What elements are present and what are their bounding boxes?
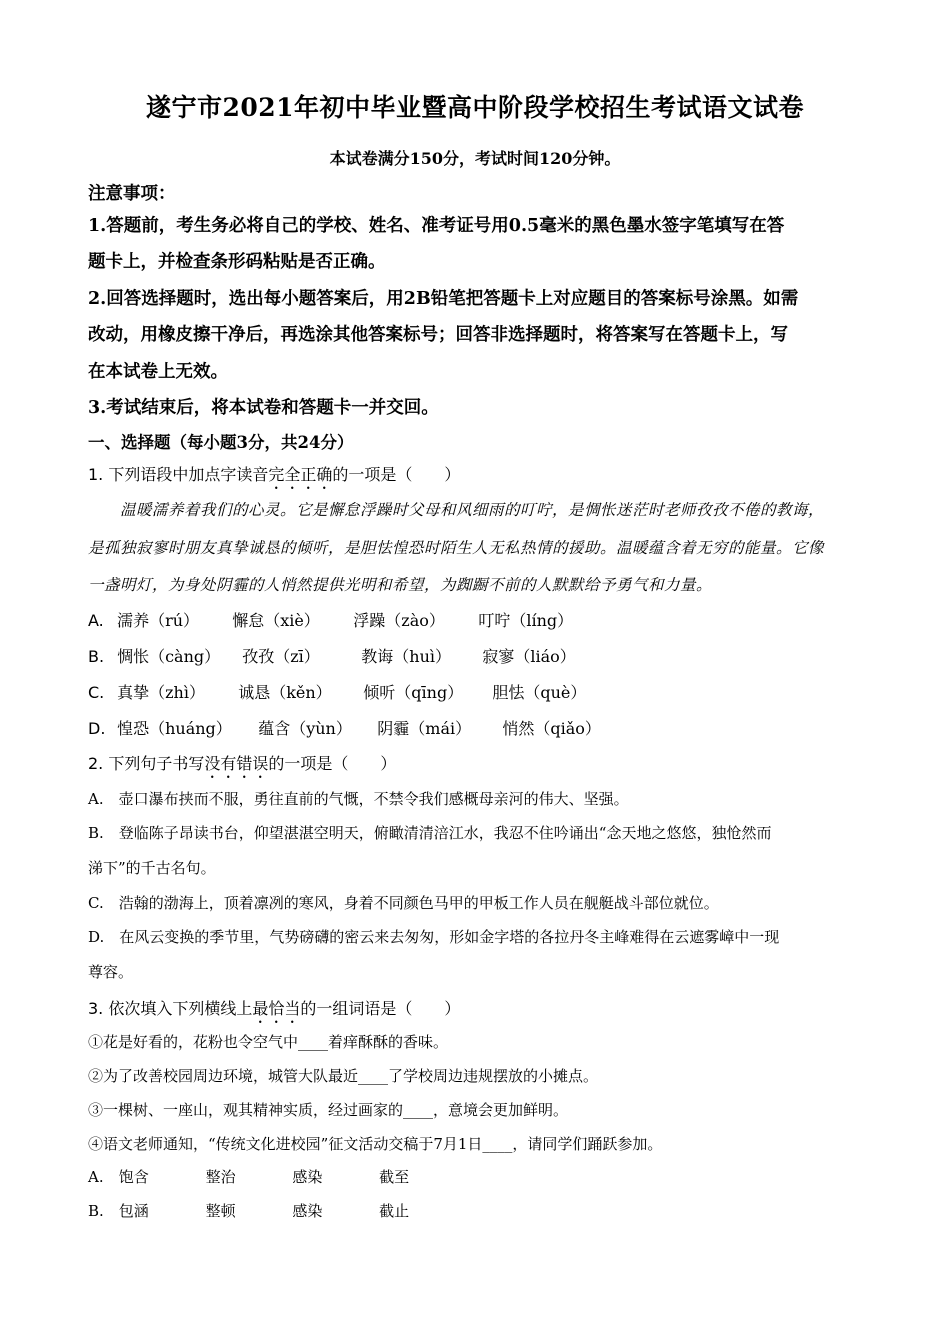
option-word: 包涵: [118, 1202, 149, 1220]
option-item: 教诲（huì）: [361, 647, 452, 666]
option-label: C.: [88, 683, 105, 702]
option-word: 截至: [379, 1168, 410, 1186]
fill-sentence: ①花是好看的，花粉也令空气中____着痒酥酥的香味。: [88, 1033, 449, 1051]
option-item: 叮咛（líng）: [478, 611, 574, 630]
option-b-continued: 涕下”的千古名句。: [88, 859, 216, 877]
option-item: 惆怅（càng）: [117, 647, 221, 666]
stem-emphasis: 最恰当: [252, 999, 301, 1018]
option-b: [88, 644, 878, 667]
option-label: A.: [88, 611, 104, 630]
fill-sentence: ③一棵树、一座山，观其精神实质，经过画家的____，意境会更加鲜明。: [88, 1101, 569, 1119]
option-a: [88, 1166, 878, 1187]
question-number: 1.: [88, 465, 104, 484]
stem-text: 的一组词语是（ ）: [300, 999, 461, 1018]
question-number: 3.: [88, 999, 104, 1018]
option-a: A. 壶口瀑布挟而不服，勇往直前的气慨，不禁令我们感概母亲河的伟大、坚强。: [88, 790, 629, 808]
stem-text: 依次填入下列横线上: [108, 999, 253, 1018]
section-heading: 一、选择题（每小题3分，共24分）: [88, 433, 354, 452]
stem-text: 下列语段中加点字读音: [108, 465, 269, 484]
option-label: B.: [88, 1202, 104, 1220]
option-word: 感染: [292, 1202, 323, 1220]
option-word: 截止: [379, 1202, 410, 1220]
question-1-stem: [88, 462, 878, 493]
notice-line: 题卡上，并检查条形码粘贴是否正确。: [88, 252, 386, 272]
option-item: 濡养（rú）: [117, 611, 200, 630]
fill-sentence: ②为了改善校园周边环境，城管大队最近____了学校周边违规摆放的小摊点。: [88, 1067, 599, 1085]
stem-emphasis: 没有错误: [204, 754, 269, 773]
option-label: B.: [88, 647, 105, 666]
notice-line: 在本试卷上无效。: [88, 362, 228, 382]
option-item: 诚恳（kěn）: [238, 683, 332, 702]
option-b: B. 登临陈子昂读书台，仰望湛湛空明天，俯瞰清清涪江水，我忍不住吟诵出“念天地之悠悠，独怆然而: [88, 824, 772, 842]
question-3-stem: [88, 996, 878, 1027]
passage-line: 是孤独寂寥时朋友真挚诚恳的倾听，是胆怯惶恐时陌生人无私热情的援助。温暖蕴含着无穷的能量。它像: [88, 539, 825, 557]
stem-text: 的一项是（ ）: [268, 754, 397, 773]
notice-line: 1.答题前，考生务必将自己的学校、姓名、准考证号用0.5毫米的黑色墨水签字笔填写在答: [88, 216, 785, 236]
option-item: 寂寥（liáo）: [482, 647, 576, 666]
stem-text: 下列句子书写: [108, 754, 205, 773]
option-item: 阴霾（mái）: [377, 719, 472, 738]
option-d: [88, 716, 878, 739]
option-d: D. 在风云变换的季节里，气势磅礴的密云来去匆匆，形如金字塔的各拉丹冬主峰难得在云遮雾嶂中一现: [88, 928, 780, 946]
option-word: 感染: [292, 1168, 323, 1186]
option-item: 胆怯（què）: [492, 683, 587, 702]
exam-info: 本试卷满分150分，考试时间120分钟。: [329, 149, 621, 168]
notice-line: 2.回答选择题时，选出每小题答案后，用2B铅笔把答题卡上对应题目的答案标号涂黑。如需: [88, 289, 799, 309]
notice-heading: 注意事项：: [88, 184, 176, 204]
option-item: 悄然（qiǎo）: [502, 719, 601, 738]
option-item: 惶恐（huáng）: [117, 719, 232, 738]
passage-line: 一盏明灯，为身处阴霾的人悄然提供光明和希望，为踟蹰不前的人默默给予勇气和力量。: [88, 576, 713, 594]
option-word: 整顿: [205, 1202, 236, 1220]
option-c: [88, 680, 878, 703]
stem-emphasis: 完全正确: [268, 465, 333, 484]
fill-sentence: ④语文老师通知，“传统文化进校园”征文活动交稿于7月1日____，请同学们踊跃参加。: [88, 1135, 663, 1153]
option-c: C. 浩翰的渤海上，顶着凛冽的寒风，身着不同颜色马甲的甲板工作人员在舰艇战斗部位就位。: [88, 894, 719, 912]
option-b: [88, 1200, 878, 1221]
option-d-continued: 尊容。: [88, 963, 134, 981]
option-item: 蕴含（yùn）: [258, 719, 352, 738]
notice-line: 改动，用橡皮擦干净后，再选涂其他答案标号；回答非选择题时，将答案写在答题卡上，写: [88, 325, 788, 345]
option-item: 倾听（qīng）: [363, 683, 464, 702]
stem-text: 的一项是（ ）: [332, 465, 461, 484]
notice-line: 3.考试结束后，将本试卷和答题卡一并交回。: [88, 398, 439, 418]
option-label: A.: [88, 1168, 104, 1186]
option-item: 浮躁（zào）: [353, 611, 445, 630]
option-item: 孜孜（zī）: [242, 647, 320, 666]
page-title: 遂宁市2021年初中毕业暨高中阶段学校招生考试语文试卷: [145, 93, 805, 122]
option-item: 懈怠（xiè）: [232, 611, 320, 630]
option-word: 饱含: [118, 1168, 149, 1186]
option-item: 真挚（zhì）: [117, 683, 205, 702]
option-a: [88, 608, 878, 631]
passage-line: 温暖濡养着我们的心灵。它是懈怠浮躁时父母和风细雨的叮咛，是惆怅迷茫时老师孜孜不倦的教诲，: [120, 501, 825, 519]
option-label: D.: [88, 719, 106, 738]
option-word: 整治: [205, 1168, 236, 1186]
question-2-stem: [88, 751, 878, 782]
question-number: 2.: [88, 754, 104, 773]
